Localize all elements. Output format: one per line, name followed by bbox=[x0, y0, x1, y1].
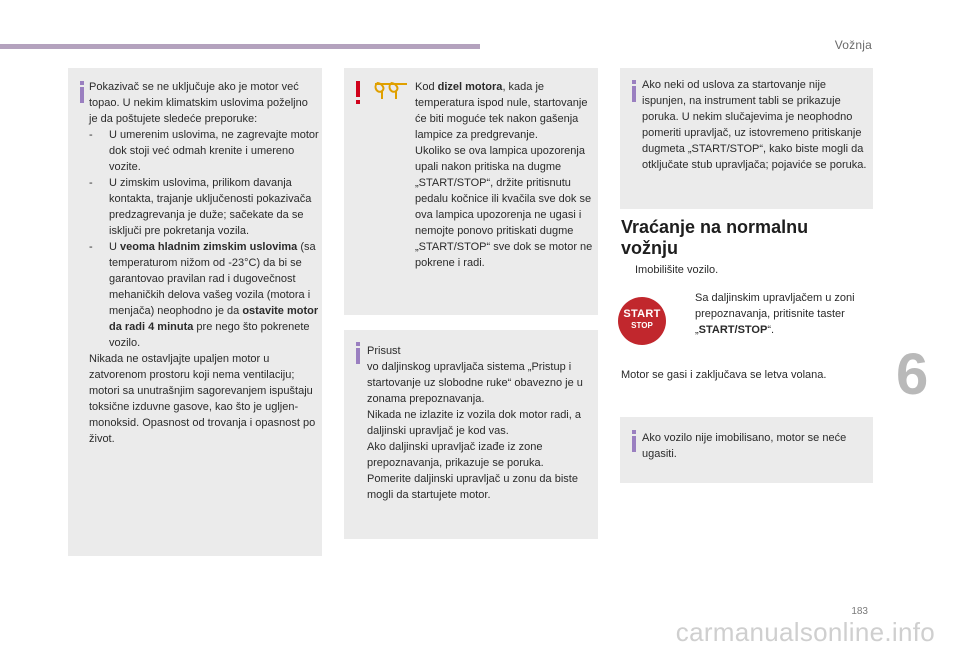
instruction-step bbox=[676, 290, 866, 338]
list-item-text: U bbox=[109, 241, 120, 253]
warning-exclamation-icon bbox=[353, 81, 363, 105]
info-panel-immobilise bbox=[620, 417, 873, 483]
box1-intro: Pokazivač se ne uključuje ako je motor već topao. U nekim klimatskim uslovima poželjno je da poštujete sledeće preporuke: bbox=[89, 81, 308, 125]
diesel-text-2: Ukoliko se ova lampica upozorenja upali nakon pritiska na dugme „START/STOP“, držite pritisnutu pedalu kočnice ili kvačila sve dok se ova lampica upozorenja ne ugasi i nemojte ponovo pritiskati dugme „START/STOP“ sve dok se motor ne pokrene i radi. bbox=[415, 145, 593, 269]
info-icon bbox=[349, 342, 367, 364]
list-dash: - bbox=[89, 241, 93, 253]
emphasis-text: ostavite motor da radi 4 minuta bbox=[109, 305, 319, 333]
list-item-text: U zimskim uslovima, prilikom davanja kontakta, trajanje uključenosti pokazivača predzagrevanja je duže; sačekate da se isključi pre pokretanja vozila. bbox=[109, 177, 312, 237]
watermark: carmanualsonline.info bbox=[675, 617, 935, 647]
top-accent-bar bbox=[0, 44, 480, 49]
instruction-step bbox=[621, 262, 718, 278]
section-heading: Vraćanje na normalnu vožnju bbox=[621, 217, 809, 258]
chapter-number: 6 bbox=[896, 342, 929, 407]
remote-text: vo daljinskog upravljača sistema „Pristup i startovanje uz slobodne ruke“ obavezno je u zonama prepoznavanja. bbox=[367, 361, 583, 405]
stop-label: STOP bbox=[631, 321, 653, 330]
glow-plug-icon bbox=[374, 82, 408, 100]
start-stop-button-icon bbox=[618, 297, 666, 345]
info-panel-conditions bbox=[620, 68, 873, 209]
remote-text: Ako daljinski upravljač izađe iz zone prepoznavanja, prikazuje se poruka. bbox=[367, 441, 544, 469]
diesel-text: Kod bbox=[415, 81, 438, 93]
info-icon bbox=[625, 430, 643, 452]
list-item-text: (sa temperaturom nižom od -23°C) da bi se garantovao pravilan rad i dugovečnost mehaničkih delova vašeg vozila (motora i menjača) neophodno je da bbox=[109, 241, 316, 317]
remote-text: Prisust bbox=[367, 345, 401, 357]
start-label: START bbox=[623, 308, 661, 320]
list-dash: - bbox=[89, 129, 93, 141]
section-title: Vožnja bbox=[834, 38, 872, 52]
list-item bbox=[89, 175, 319, 239]
list-item-text: U umerenim uslovima, ne zagrevajte motor dok stoji već odmah krenite i umereno vozite. bbox=[109, 129, 319, 173]
info-icon bbox=[625, 80, 643, 102]
info-panel-remote bbox=[344, 330, 598, 539]
list-dash: - bbox=[89, 177, 93, 189]
emphasis-text: START/STOP bbox=[698, 324, 768, 336]
step-text: Sa daljinskim upravljačem u zoni prepoznavanja, pritisnite taster „ bbox=[695, 292, 855, 336]
step-text: Imobilišite vozilo. bbox=[635, 264, 719, 276]
diesel-text: , kada je temperatura ispod nule, startovanje će biti moguće tek nakon gašenja lampice za predgrevanje. bbox=[415, 81, 588, 141]
remote-text: Pomerite daljinski upravljač u zonu da biste mogli da startujete motor. bbox=[367, 473, 578, 501]
remote-text: Nikada ne izlazite iz vozila dok motor radi, a daljinski upravljač je kod vas. bbox=[367, 409, 581, 437]
page-number: 183 bbox=[851, 606, 868, 617]
list-item bbox=[89, 239, 319, 351]
conditions-text: Ako neki od uslova za startovanje nije ispunjen, na instrument tabli se prikazuje poruka. U nekim slučajevima je neophodno pomeriti upravljač, uz istovremeno pritiskanje dugmeta „START/STOP“, kako biste mogli da otključate stub upravljača; pojaviće se poruka. bbox=[642, 79, 867, 171]
list-item bbox=[89, 127, 319, 175]
step-text: “. bbox=[767, 324, 775, 336]
emphasis-text: veoma hladnim zimskim uslovima bbox=[120, 241, 298, 253]
result-text: Motor se gasi i zaključava se letva volana. bbox=[621, 369, 827, 381]
immobilise-text: Ako vozilo nije imobilisano, motor se neće ugasiti. bbox=[642, 432, 847, 460]
info-panel-preheating bbox=[68, 68, 322, 556]
warning-panel-diesel bbox=[344, 68, 598, 315]
box1-outro: Nikada ne ostavljajte upaljen motor u zatvorenom prostoru koji nema ventilaciju; motori sa unutrašnjim sagorevanjem ispuštaju toksične izduvne gasove, kao što je ugljen-monoksid. Opasnost od trovanja i opasnost po život. bbox=[89, 353, 316, 445]
list-item-text: pre nego što pokrenete vozilo. bbox=[109, 321, 310, 349]
emphasis-text: dizel motora bbox=[437, 81, 503, 93]
